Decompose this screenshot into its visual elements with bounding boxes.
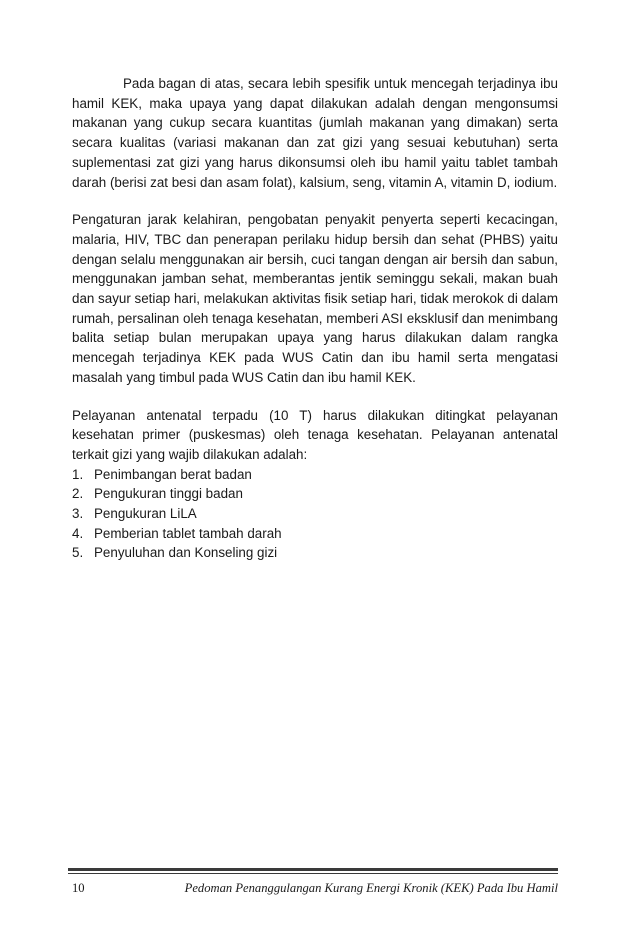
list-item: [72, 484, 558, 504]
list-item-text: Pemberian tablet tambah darah: [94, 525, 282, 541]
list-item-number: 5.: [72, 545, 84, 561]
page-body: [72, 74, 558, 563]
list-item-number: 4.: [72, 525, 84, 541]
list-item-text: Pengukuran tinggi badan: [94, 486, 243, 502]
antenatal-nutrition-list: [72, 465, 558, 564]
list-item: [72, 524, 558, 544]
list-item-text: Penimbangan berat badan: [94, 466, 252, 482]
list-item: [72, 504, 558, 524]
list-item-number: 2.: [72, 486, 84, 502]
paragraph-prevention: Pengaturan jarak kelahiran, pengobatan penyakit penyerta seperti kecacingan, malaria, HIV, TBC dan penerapan perilaku hidup bersih dan sehat (PHBS) yaitu dengan selalu menggunakan air bersih, cuci tangan dengan air bersih dan sabun, menggunakan jamban sehat, memberantas jentik seminggu sekali, makan buah dan sayur setiap hari, melakukan aktivitas fisik setiap hari, tidak merokok di dalam rumah, persalinan oleh tenaga kesehatan, memberi ASI eksklusif dan menimbang balita setiap bulan merupakan upaya yang harus dilakukan dalam rangka mencegah terjadinya KEK pada WUS Catin dan ibu hamil serta mengatasi masalah yang timbul pada WUS Catin dan ibu hamil KEK.: [72, 212, 559, 385]
list-item-number: 1.: [72, 466, 84, 482]
page-number: 10: [72, 881, 85, 895]
footer-divider-thin: [68, 873, 558, 874]
running-title: Pedoman Penanggulangan Kurang Energi Kronik (KEK) Pada Ibu Hamil: [184, 881, 558, 895]
list-item-text: Pengukuran LiLA: [94, 506, 197, 522]
list-item-number: 3.: [72, 506, 84, 522]
paragraph-antenatal: Pelayanan antenatal terpadu (10 T) harus dilakukan ditingkat pelayanan kesehatan primer (puskesmas) oleh tenaga kesehatan. Pelayanan antenatal terkait gizi yang wajib dilakukan adalah:: [72, 407, 558, 462]
list-item: [72, 465, 558, 485]
page-footer: [72, 881, 558, 896]
list-item-text: Penyuluhan dan Konseling gizi: [94, 545, 278, 561]
footer-divider-thick: [68, 868, 558, 871]
paragraph-intro: Pada bagan di atas, secara lebih spesifik untuk mencegah terjadinya ibu hamil KEK, maka upaya yang dapat dilakukan adalah dengan mengonsumsi makanan yang cukup secara kuantitas (jumlah makanan yang dimakan) serta secara kualitas (variasi makanan dan zat gizi yang sesuai kebutuhan) serta suplementasi zat gizi yang harus dikonsumsi oleh ibu hamil yaitu tablet tambah darah (berisi zat besi dan asam folat), kalsium, seng, vitamin A, vitamin D, iodium.: [72, 76, 558, 190]
list-item: [72, 543, 558, 563]
